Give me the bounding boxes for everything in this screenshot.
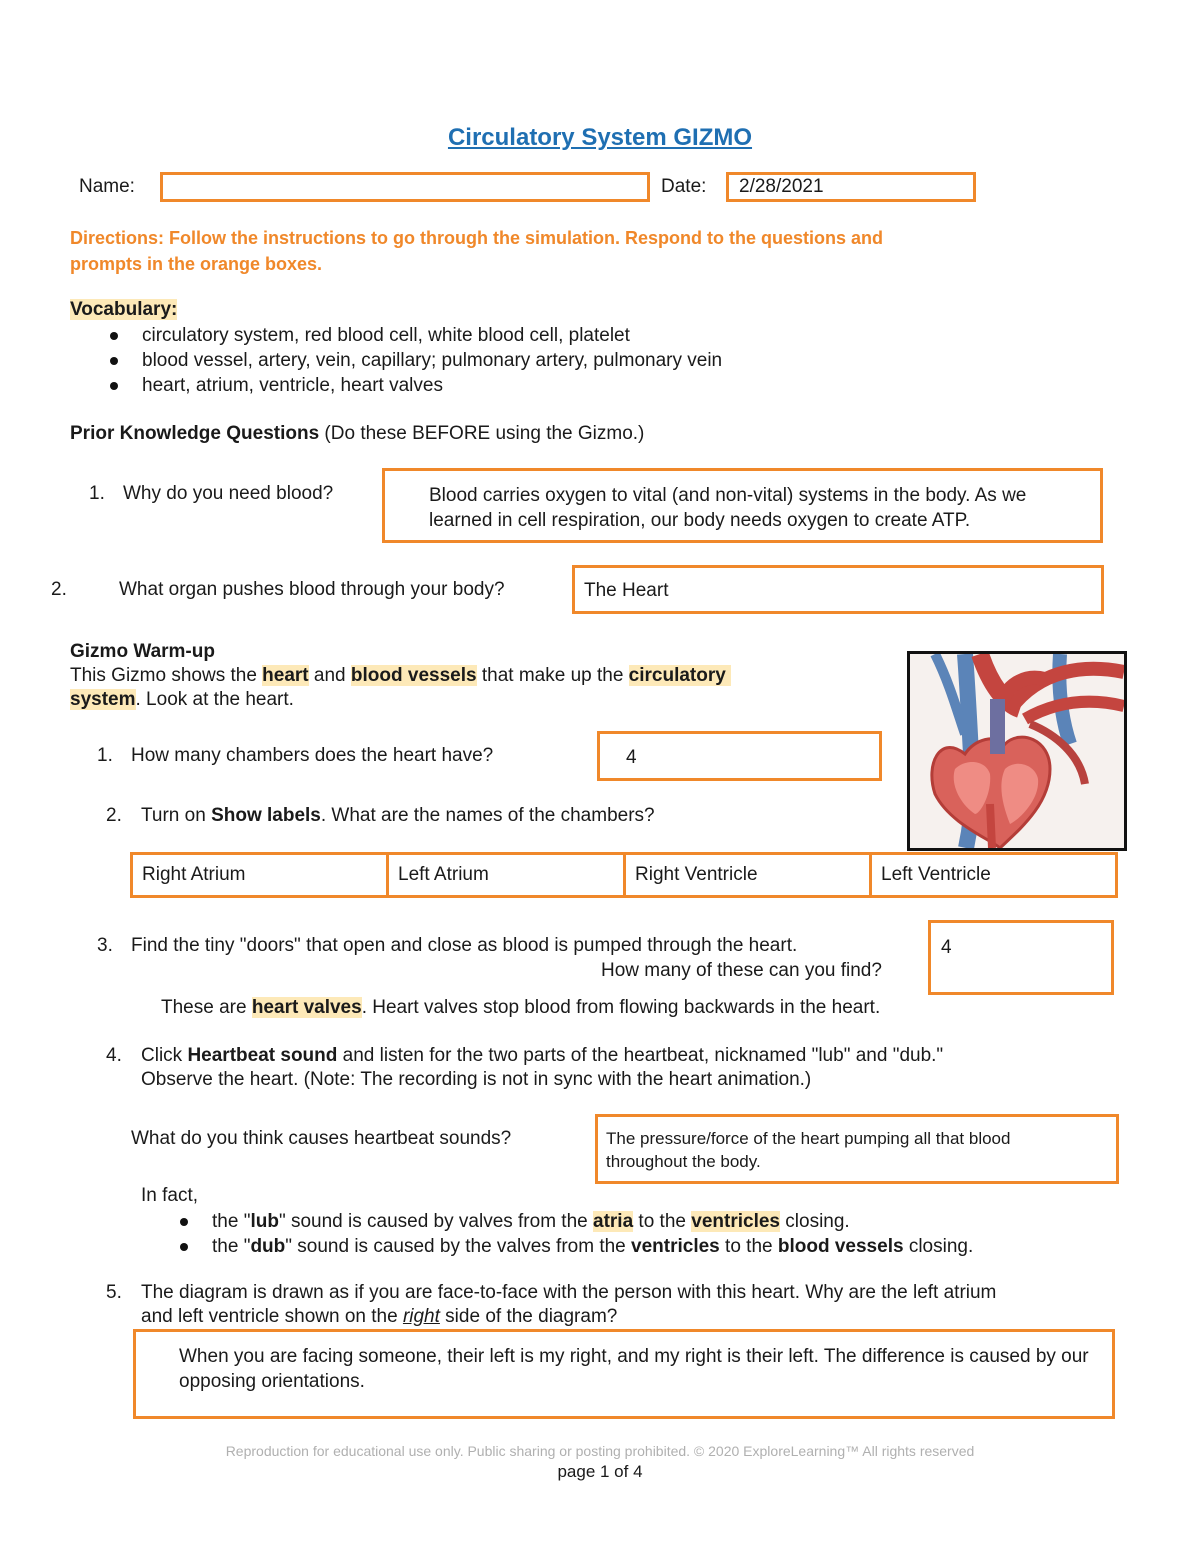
question-text: and left ventricle shown on the right side of the diagram?: [141, 1306, 618, 1327]
question-text: Turn on Show labels. What are the names of the chambers?: [141, 805, 655, 826]
question-text: Click Heartbeat sound and listen for the two parts of the heartbeat, nicknamed "lub" and "dub.": [141, 1045, 944, 1066]
heart-illustration-icon: [910, 654, 1124, 848]
chamber-cell-3[interactable]: Right Ventricle: [623, 852, 872, 898]
answer-text: When you are facing someone, their left is my right, and my right is their left. The difference is caused by our opposing orientations.: [179, 1346, 1089, 1392]
question-text: The diagram is drawn as if you are face-to-face with the person with this heart. Why are the left atrium: [141, 1282, 997, 1303]
name-field[interactable]: [160, 172, 650, 202]
answer-text: 4: [626, 747, 637, 768]
question-text: What organ pushes blood through your body?: [119, 579, 505, 600]
heart-valves-note: These are heart valves. Heart valves stop blood from flowing backwards in the heart.: [161, 997, 881, 1018]
question-text: How many chambers does the heart have?: [131, 745, 494, 766]
answer-box-blood[interactable]: [382, 468, 1103, 543]
question-text: Why do you need blood?: [123, 483, 334, 504]
prior-knowledge-heading: Prior Knowledge Questions (Do these BEFORE using the Gizmo.): [70, 423, 645, 444]
list-item: circulatory system, red blood cell, white blood cell, platelet: [106, 323, 722, 348]
answer-text: 4: [941, 937, 952, 958]
list-item: the "lub" sound is caused by valves from the atria to the ventricles closing.: [176, 1209, 973, 1234]
warmup-intro-line-2: system. Look at the heart.: [70, 689, 294, 710]
vocabulary-list: [106, 323, 722, 398]
question-number: 5.: [106, 1282, 122, 1303]
answer-box-chambers[interactable]: [597, 731, 882, 781]
question-number: 3.: [97, 935, 113, 956]
page-title: Circulatory System GIZMO: [447, 124, 753, 151]
chamber-cell-4[interactable]: Left Ventricle: [869, 852, 1118, 898]
name-label: Name:: [79, 176, 135, 197]
directions-line-2: prompts in the orange boxes.: [70, 254, 323, 274]
question-text: Observe the heart. (Note: The recording is not in sync with the heart animation.): [141, 1069, 812, 1090]
heart-diagram-image: [907, 651, 1127, 851]
date-label: Date:: [661, 176, 707, 197]
warmup-heading: Gizmo Warm-up: [70, 641, 215, 662]
answer-box-organ[interactable]: [572, 565, 1104, 614]
question-text: How many of these can you find?: [601, 960, 882, 981]
date-value: 2/28/2021: [739, 176, 824, 197]
answer-text: Blood carries oxygen to vital (and non-vital) systems in the body. As we learned in cell respiration, our body needs oxygen to create ATP.: [429, 485, 1027, 531]
copyright-footer: Reproduction for educational use only. Public sharing or posting prohibited. © 2020 ExploreLearning™ All rights reserved: [225, 1443, 975, 1459]
list-item: heart, atrium, ventricle, heart valves: [106, 373, 722, 398]
answer-text: The Heart: [584, 580, 669, 601]
question-text: Find the tiny "doors" that open and close as blood is pumped through the heart.: [131, 935, 798, 956]
question-number: 4.: [106, 1045, 122, 1066]
question-number: 2.: [51, 579, 67, 600]
directions-line-1: Directions: Follow the instructions to go through the simulation. Respond to the questions and: [70, 228, 883, 248]
question-number: 1.: [97, 745, 113, 766]
chamber-cell-1[interactable]: Right Atrium: [130, 852, 389, 898]
question-text: What do you think causes heartbeat sounds?: [131, 1128, 512, 1149]
chamber-cell-2[interactable]: Left Atrium: [386, 852, 626, 898]
list-item: the "dub" sound is caused by the valves from the ventricles to the blood vessels closing.: [176, 1234, 973, 1259]
question-number: 2.: [106, 805, 122, 826]
answer-box-valves[interactable]: [928, 920, 1114, 995]
date-field[interactable]: [726, 172, 976, 202]
answer-box-heartbeat[interactable]: [595, 1114, 1119, 1184]
answer-text: The pressure/force of the heart pumping all that blood throughout the body.: [606, 1129, 1011, 1171]
page-number: page 1 of 4: [557, 1462, 643, 1481]
list-item: blood vessel, artery, vein, capillary; pulmonary artery, pulmonary vein: [106, 348, 722, 373]
in-fact-label: In fact,: [141, 1185, 199, 1206]
warmup-intro-line-1: This Gizmo shows the heart and blood vessels that make up the circulatory: [70, 665, 731, 687]
heartbeat-facts-list: [176, 1209, 973, 1259]
vocabulary-heading: Vocabulary:: [70, 299, 178, 320]
answer-box-orientation[interactable]: [133, 1329, 1115, 1419]
question-number: 1.: [89, 483, 105, 504]
